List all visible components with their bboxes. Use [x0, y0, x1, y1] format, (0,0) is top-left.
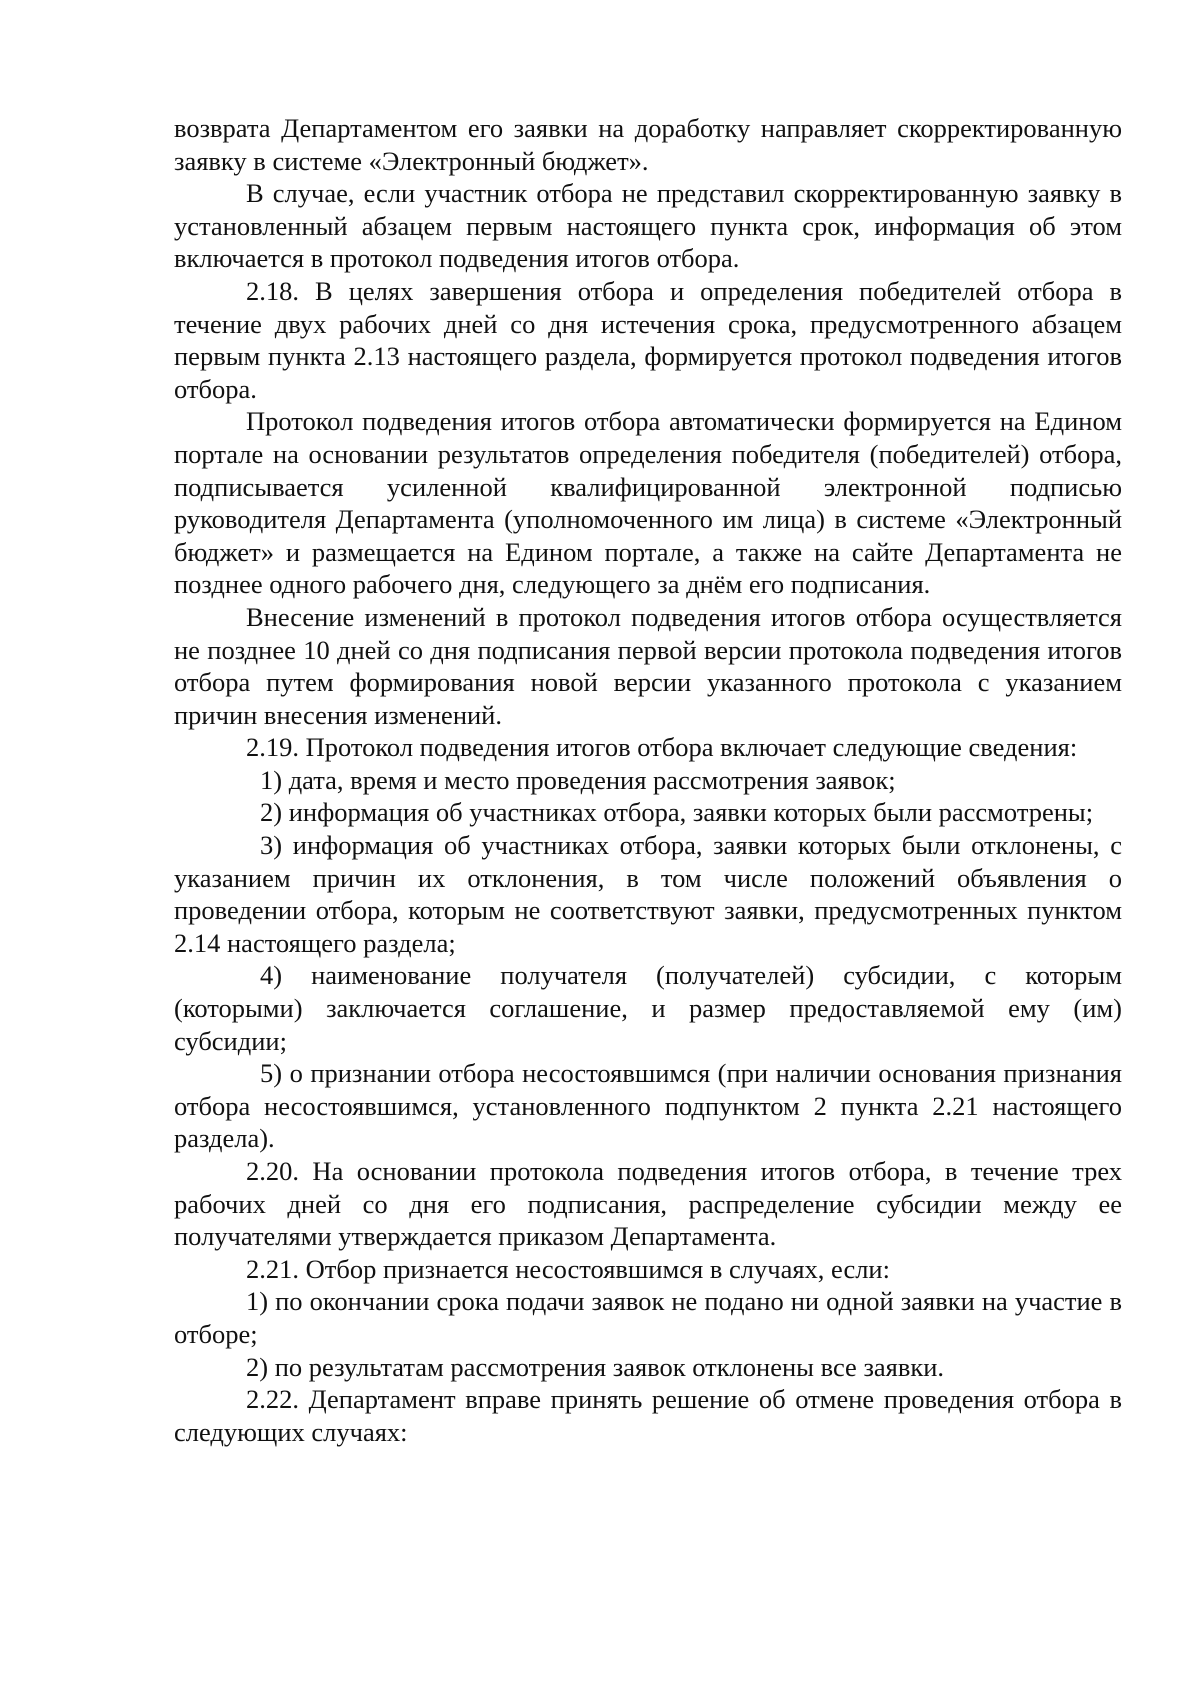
- list-item-2-21-1: 1) по окончании срока подачи заявок не подано ни одной заявки на участие в отборе;: [174, 1286, 1122, 1349]
- paragraph-continuation: возврата Департаментом его заявки на доработку направляет скорректированную заявку в системе «Электронный бюджет».: [174, 113, 1122, 176]
- paragraph-2-18: 2.18. В целях завершения отбора и определения победителей отбора в течение двух рабочих дней со дня истечения срока, предусмотренного абзацем первым пункта 2.13 настоящего раздела, формируется протокол подведения итогов отбора.: [174, 275, 1122, 404]
- paragraph-protocol-changes: Внесение изменений в протокол подведения итогов отбора осуществляется не позднее 10 дней со дня подписания первой версии протокола подведения итогов отбора путем формирования новой версии указанного протокола с указанием причин внесения изменений.: [174, 601, 1122, 730]
- paragraph-2-20: 2.20. На основании протокола подведения итогов отбора, в течение трех рабочих дней со дня его подписания, распределение субсидии между ее получателями утверждается приказом Департамента.: [174, 1156, 1122, 1252]
- list-item-4: 4) наименование получателя (получателей) субсидии, с которым (которыми) заключается соглашение, и размер предоставляемой ему (им) субсидии;: [174, 960, 1122, 1056]
- paragraph-2-19: 2.19. Протокол подведения итогов отбора включает следующие сведения:: [246, 732, 1078, 763]
- paragraph-2-22: 2.22. Департамент вправе принять решение об отмене проведения отбора в следующих случаях:: [174, 1384, 1122, 1447]
- paragraph-protocol-formation: Протокол подведения итогов отбора автоматически формируется на Едином портале на основании результатов определения победителя (победителей) отбора, подписывается усиленной квалифицированной электронной подписью руководителя Департамента (уполномоченного им лица) в системе «Электронный бюджет» и размещается на Едином портале, а также на сайте Департамента не позднее одного рабочего дня, следующего за днём его подписания.: [174, 406, 1122, 600]
- document-body: [174, 112, 1122, 1448]
- list-item-2-21-2: 2) по результатам рассмотрения заявок отклонены все заявки.: [246, 1351, 945, 1382]
- paragraph-not-submitted: В случае, если участник отбора не представил скорректированную заявку в установленный абзацем первым настоящего пункта срок, информация об этом включается в протокол подведения итогов отбора.: [174, 178, 1122, 274]
- list-item-2: 2) информация об участниках отбора, заявки которых были рассмотрены;: [260, 797, 1094, 828]
- list-item-3: 3) информация об участниках отбора, заявки которых были отклонены, с указанием причин их отклонения, в том числе положений объявления о проведении отбора, которым не соответствуют заявки, предусмотренных пунктом 2.14 настоящего раздела;: [174, 830, 1122, 958]
- list-item-5: 5) о признании отбора несостоявшимся (при наличии основания признания отбора несостоявшимся, установленного подпунктом 2 пункта 2.21 настоящего раздела).: [174, 1058, 1122, 1154]
- paragraph-2-21: 2.21. Отбор признается несостоявшимся в случаях, если:: [246, 1253, 890, 1284]
- list-item-1: 1) дата, время и место проведения рассмотрения заявок;: [260, 764, 896, 795]
